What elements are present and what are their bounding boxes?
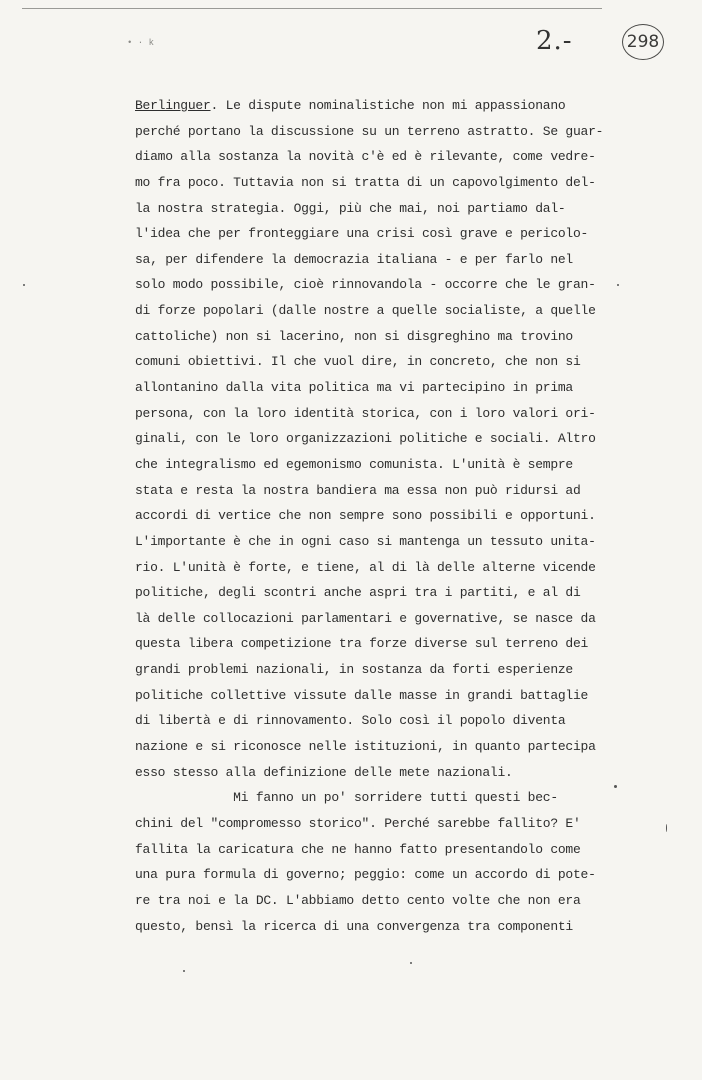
stray-mark xyxy=(23,284,25,286)
stray-mark xyxy=(617,284,619,286)
line-text: accordi di vertice che non sempre sono possibili e opportuni. xyxy=(135,508,596,524)
line-text: di libertà e di rinnovamento. Solo così il popolo diventa xyxy=(135,713,566,729)
line-text: rio. L'unità è forte, e tiene, al di là delle alterne vicende xyxy=(135,559,596,575)
text-line xyxy=(135,144,596,170)
text-line xyxy=(135,247,585,273)
line-text: che integralismo ed egemonismo comunista. L'unità è sempre xyxy=(135,456,573,472)
text-line xyxy=(135,837,585,863)
line-text: politiche collettive vissute dalle masse in grandi battaglie xyxy=(135,687,589,703)
text-line xyxy=(135,683,589,709)
typewritten-body xyxy=(135,93,604,939)
text-line xyxy=(135,401,596,427)
line-text: solo modo possibile, cioè rinnovandola - occorre che le gran- xyxy=(135,277,596,293)
text-line xyxy=(135,503,596,529)
text-line xyxy=(135,914,585,940)
text-line xyxy=(135,324,585,350)
text-line xyxy=(135,529,596,555)
line-text: . Le dispute nominalistiche non mi appassionano xyxy=(210,98,566,113)
text-line xyxy=(135,785,585,811)
text-line xyxy=(135,452,585,478)
speaker-name: Berlinguer xyxy=(135,98,211,113)
text-line xyxy=(135,888,585,914)
line-text: la nostra strategia. Oggi, più che mai, noi partiamo dal- xyxy=(135,200,566,216)
text-line xyxy=(135,93,585,119)
stray-mark xyxy=(614,785,617,788)
line-text: grandi problemi nazionali, in sostanza da forti esperienze xyxy=(135,662,573,678)
corner-mark: • · k xyxy=(127,38,155,48)
text-line xyxy=(135,555,596,581)
line-text: L'importante è che in ogni caso si mantenga un tessuto unita- xyxy=(135,533,596,549)
text-line xyxy=(135,349,585,375)
line-text: là delle collocazioni parlamentari e governative, se nasce da xyxy=(135,610,596,626)
stray-mark xyxy=(183,970,185,972)
line-text: perché portano la discussione su un terreno astratto. Se guar- xyxy=(135,123,604,139)
line-text: questo, bensì la ricerca di una convergenza tra componenti xyxy=(135,918,573,934)
line-text: re tra noi e la DC. L'abbiamo detto cento volte che non era xyxy=(135,892,581,908)
text-line xyxy=(135,221,589,247)
line-text: una pura formula di governo; peggio: come un accordo di pote- xyxy=(135,867,596,883)
line-text: mo fra poco. Tuttavia non si tratta di un capovolgimento del- xyxy=(135,174,596,190)
line-text: ginali, con le loro organizzazioni politiche e sociali. Altro xyxy=(135,431,596,447)
text-line xyxy=(135,119,604,145)
line-text: stata e resta la nostra bandiera ma essa non può ridursi ad xyxy=(135,482,581,498)
text-line xyxy=(135,580,585,606)
line-text: fallita la caricatura che ne hanno fatto presentandolo come xyxy=(135,841,581,857)
text-line xyxy=(135,631,589,657)
line-text: Mi fanno un po' sorridere tutti questi bec- xyxy=(135,790,558,806)
text-line xyxy=(135,657,585,683)
line-text: esso stesso alla definizione delle mete nazionali. xyxy=(135,764,513,780)
line-text: persona, con la loro identità storica, con i loro valori ori- xyxy=(135,405,596,421)
line-text: nazione e si riconosce nelle istituzioni, in quanto partecipa xyxy=(135,739,596,755)
line-text: questa libera competizione tra forze diverse sul terreno dei xyxy=(135,636,589,652)
line-text: cattoliche) non si lacerino, non si disgreghino ma trovino xyxy=(135,328,573,344)
stray-mark xyxy=(666,824,667,832)
text-line xyxy=(135,760,585,786)
text-line xyxy=(135,478,585,504)
text-line xyxy=(135,708,585,734)
line-text: comuni obiettivi. Il che vuol dire, in concreto, che non si xyxy=(135,354,581,370)
line-text: allontanino dalla vita politica ma vi partecipino in prima xyxy=(135,380,573,396)
text-line xyxy=(135,375,585,401)
text-line xyxy=(135,734,596,760)
text-line xyxy=(135,298,596,324)
text-line xyxy=(135,862,596,888)
archive-stamp-number: 298 xyxy=(626,32,660,52)
page-number: 2.- xyxy=(536,26,573,56)
text-line xyxy=(135,606,596,632)
top-edge-rule xyxy=(22,8,602,9)
line-text: politiche, degli scontri anche aspri tra i partiti, e al di xyxy=(135,585,581,601)
line-text: sa, per difendere la democrazia italiana - e per farlo nel xyxy=(135,251,573,267)
text-line xyxy=(135,170,596,196)
stray-mark xyxy=(410,962,412,964)
text-line xyxy=(135,196,585,222)
line-text: l'idea che per fronteggiare una crisi così grave e pericolo- xyxy=(135,226,589,242)
archive-stamp xyxy=(622,24,664,60)
text-line xyxy=(135,811,585,837)
line-text: diamo alla sostanza la novità c'è ed è rilevante, come vedre- xyxy=(135,149,596,165)
text-line xyxy=(135,272,596,298)
line-text: chini del "compromesso storico". Perché sarebbe fallito? E' xyxy=(135,815,581,831)
text-line xyxy=(135,426,596,452)
line-text: di forze popolari (dalle nostre a quelle socialiste, a quelle xyxy=(135,303,596,319)
